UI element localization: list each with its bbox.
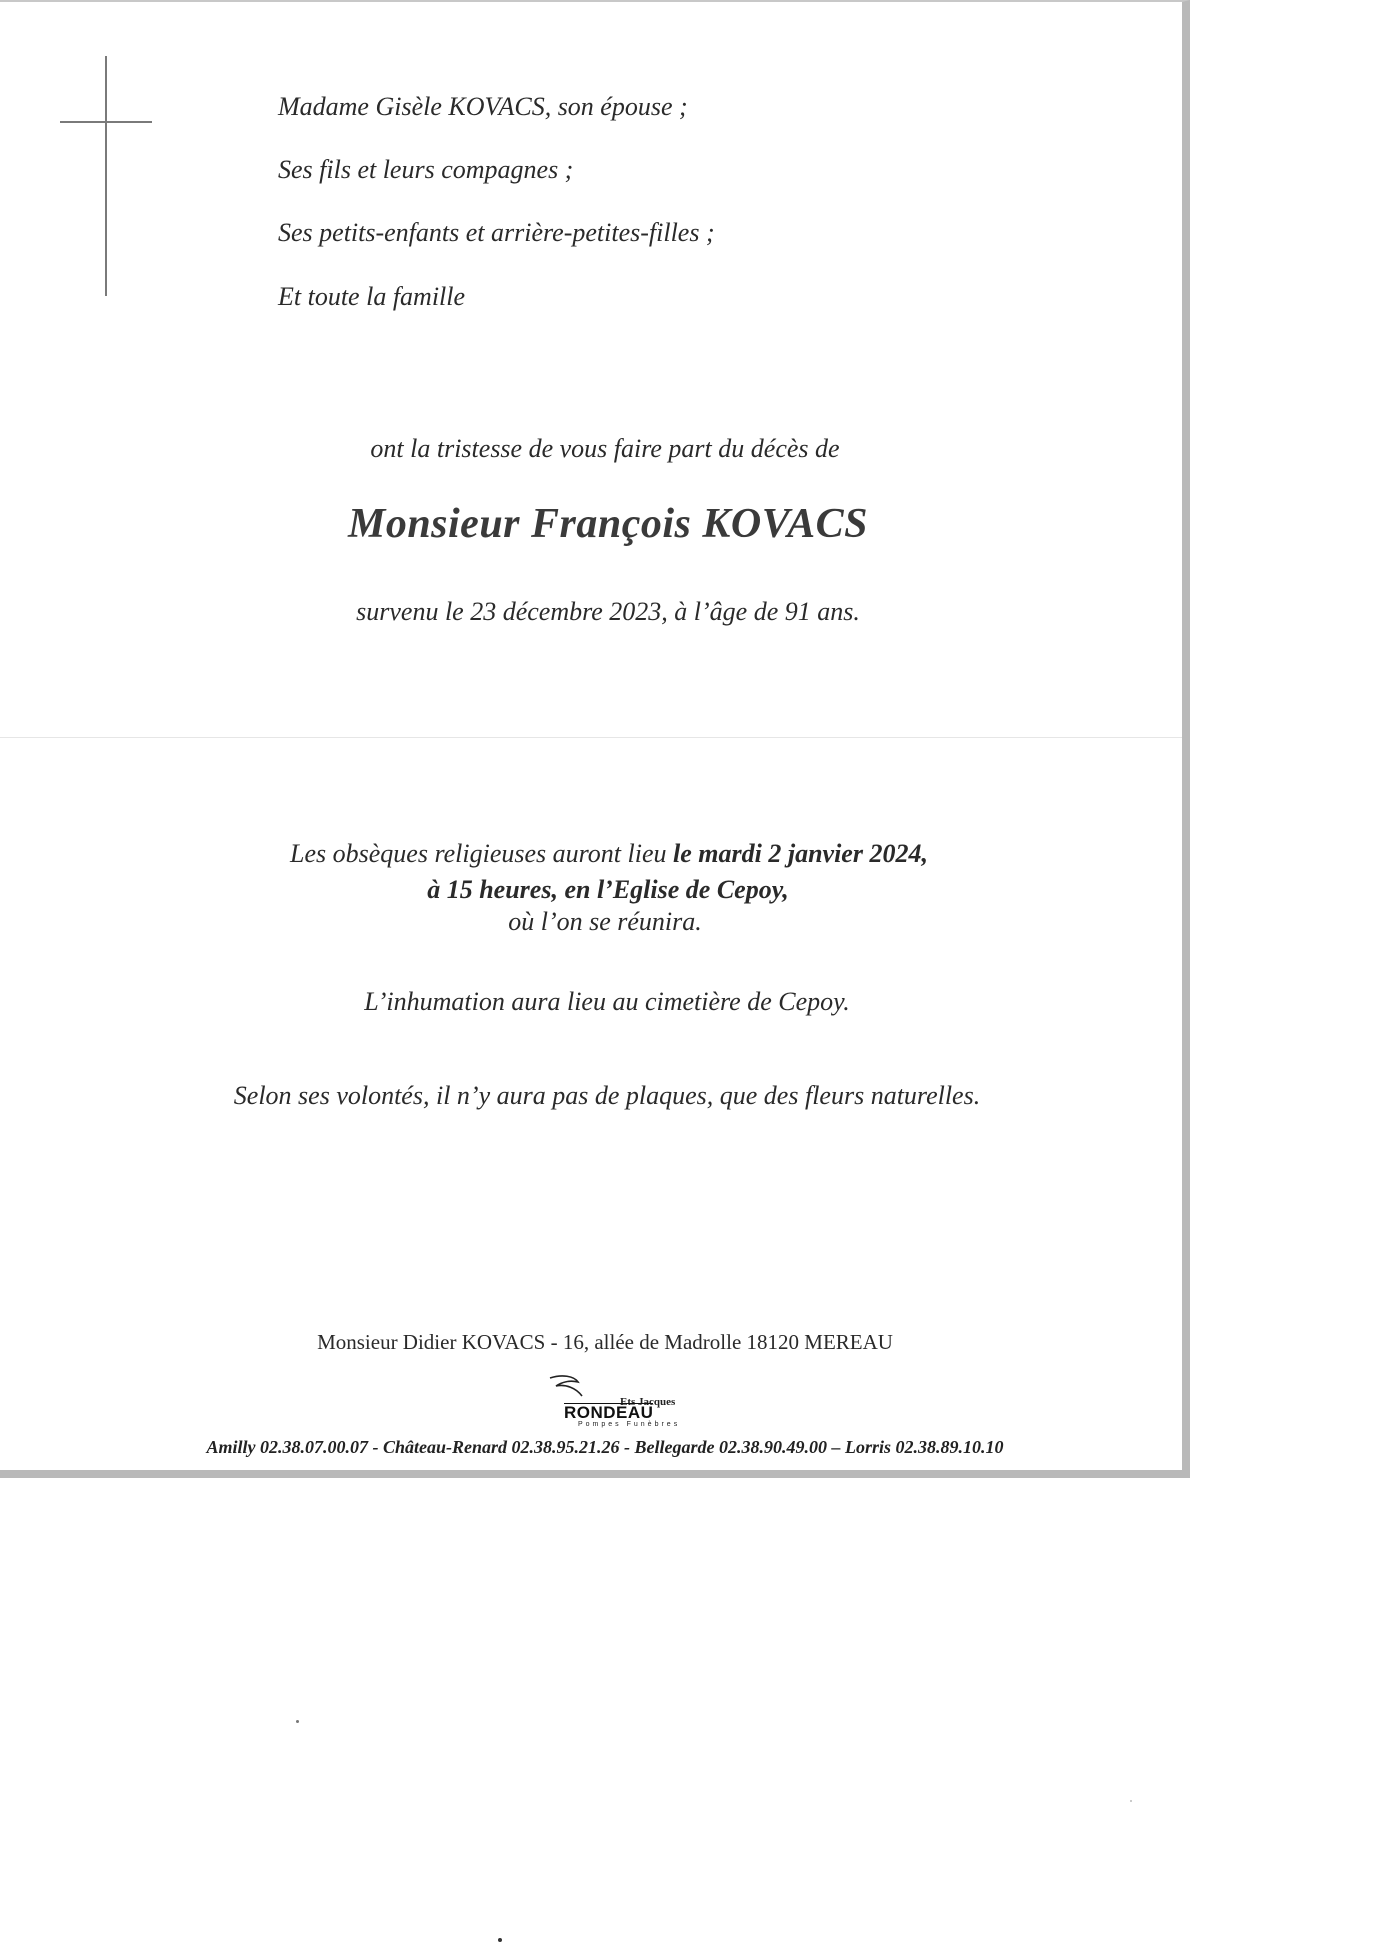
contact-address: Monsieur Didier KOVACS - 16, allée de Madrolle 18120 MEREAU [317,1330,893,1354]
family-wishes: Selon ses volontés, il n’y aura pas de plaques, que des fleurs naturelles. [233,1081,981,1110]
cross-vertical-bar [105,56,107,296]
funeral-time-place: à 15 heures, en l’Eglise de Cepoy, [427,875,789,904]
swoosh-icon [548,1374,608,1404]
scan-speck [1130,1800,1132,1802]
rondeau-logo [548,1374,688,1428]
family-line-grandchildren: Ses petits-enfants et arrière-petites-filles ; [278,218,715,247]
funeral-line-1-regular: Les obsèques religieuses auront lieu [290,839,674,868]
burial-info: L’inhumation aura lieu au cimetière de Cepoy. [364,987,850,1016]
family-line-spouse: Madame Gisèle KOVACS, son épouse ; [278,92,688,121]
deceased-name: Monsieur François KOVACS [347,501,869,547]
fold-line [0,737,1182,738]
funeral-date: le mardi 2 janvier 2024, [673,839,928,868]
scan-speck [296,1720,299,1723]
announcement-intro: ont la tristesse de vous faire part du décès de [370,434,840,463]
family-line-family: Et toute la famille [278,282,466,311]
scan-speck [498,1938,502,1942]
family-line-sons: Ses fils et leurs compagnes ; [278,155,574,184]
funeral-line-1 [14,838,1204,870]
logo-subtitle: Pompes Funèbres [578,1421,681,1428]
death-details: survenu le 23 décembre 2023, à l’âge de 91 ans. [356,597,860,626]
logo-small-text: Ets Jacques [620,1396,676,1408]
funeral-meeting: où l’on se réunira. [508,907,702,936]
logo-brand-text: RONDEAU [564,1403,654,1422]
funeral-home-phones: Amilly 02.38.07.00.07 - Château-Renard 02.38.95.21.26 - Bellegarde 02.38.90.49.00 – Lorris 02.38.89.10.10 [206,1437,1004,1457]
cross-horizontal-bar [60,121,152,123]
